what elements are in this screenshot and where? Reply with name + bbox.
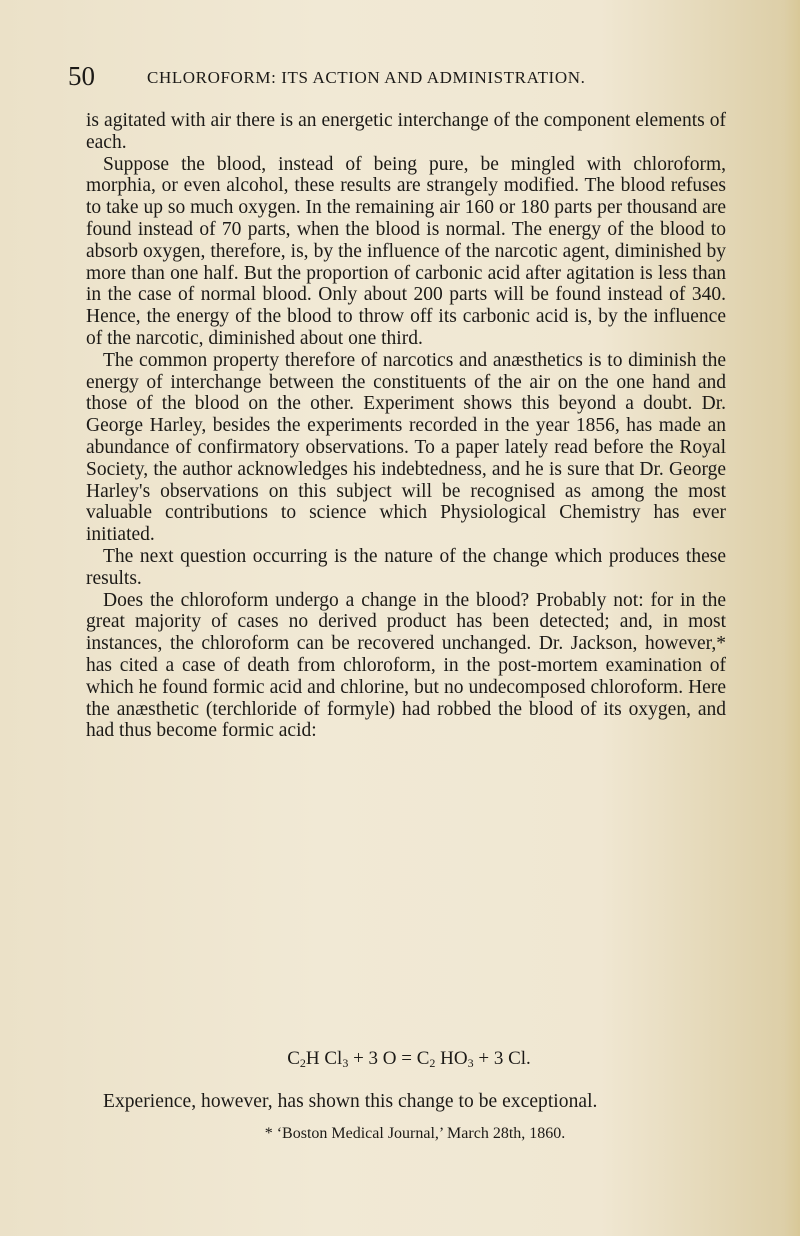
paragraph: Does the chloroform undergo a change in the blood? Probably not: for in the great majority of cases no derived product has been detected; and, in most instances, the chloroform can be recovered unchanged. Dr. Jackson, however,* has cited a case of death from chloroform, in the post-mortem examination of which he found formic acid and chlorine, but no undecomposed chloroform. Here the anæsthetic (terchloride of formyle) had robbed the blood of its oxygen, and had thus become formic acid: bbox=[86, 589, 726, 742]
paragraph: is agitated with air there is an energetic interchange of the component elements of each. bbox=[86, 110, 726, 153]
body-text bbox=[86, 110, 726, 742]
running-head: CHLOROFORM: ITS ACTION AND ADMINISTRATION. bbox=[147, 68, 586, 87]
paragraph: The next question occurring is the nature of the change which produces these results. bbox=[86, 545, 726, 589]
chemical-formula: $C_2H$ $Cl_3 + 3$ $O = C_2$ $HO_3 + 3$ Cl. bbox=[287, 1048, 531, 1070]
closing-sentence: Experience, however, has shown this change to be exceptional. bbox=[103, 1091, 598, 1112]
page-number: 50 bbox=[68, 61, 95, 91]
footnote: * ‘Boston Medical Journal,’ March 28th, 1860. bbox=[264, 1125, 566, 1142]
paragraph: The common property therefore of narcotics and anæsthetics is to diminish the energy of interchange between the constituents of the air on the one hand and those of the blood on the other. Experiment shows this beyond a doubt. Dr. George Harley, besides the experiments recorded in the year 1856, has made an abundance of confirmatory observations. To a paper lately read before the Royal Society, the author acknowledges his indebtedness, and he is sure that Dr. George Harley's observations on this subject will be recognised as among the most valuable contributions to science which Physiological Chemistry has ever initiated. bbox=[86, 349, 726, 546]
paragraph: Suppose the blood, instead of being pure, be mingled with chloroform, morphia, or even alcohol, these results are strangely modified. The blood refuses to take up so much oxygen. In the remaining air 160 or 180 parts per thousand are found instead of 70 parts, when the blood is normal. The energy of the blood to absorb oxygen, therefore, is, by the influence of the narcotic agent, diminished by more than one half. But the proportion of carbonic acid after agitation is less than in the case of normal blood. Only about 200 parts will be found instead of 340. Hence, the energy of the blood to throw off its carbonic acid is, by the influence of the narcotic, diminished about one third. bbox=[86, 153, 726, 349]
page-header bbox=[68, 61, 728, 91]
